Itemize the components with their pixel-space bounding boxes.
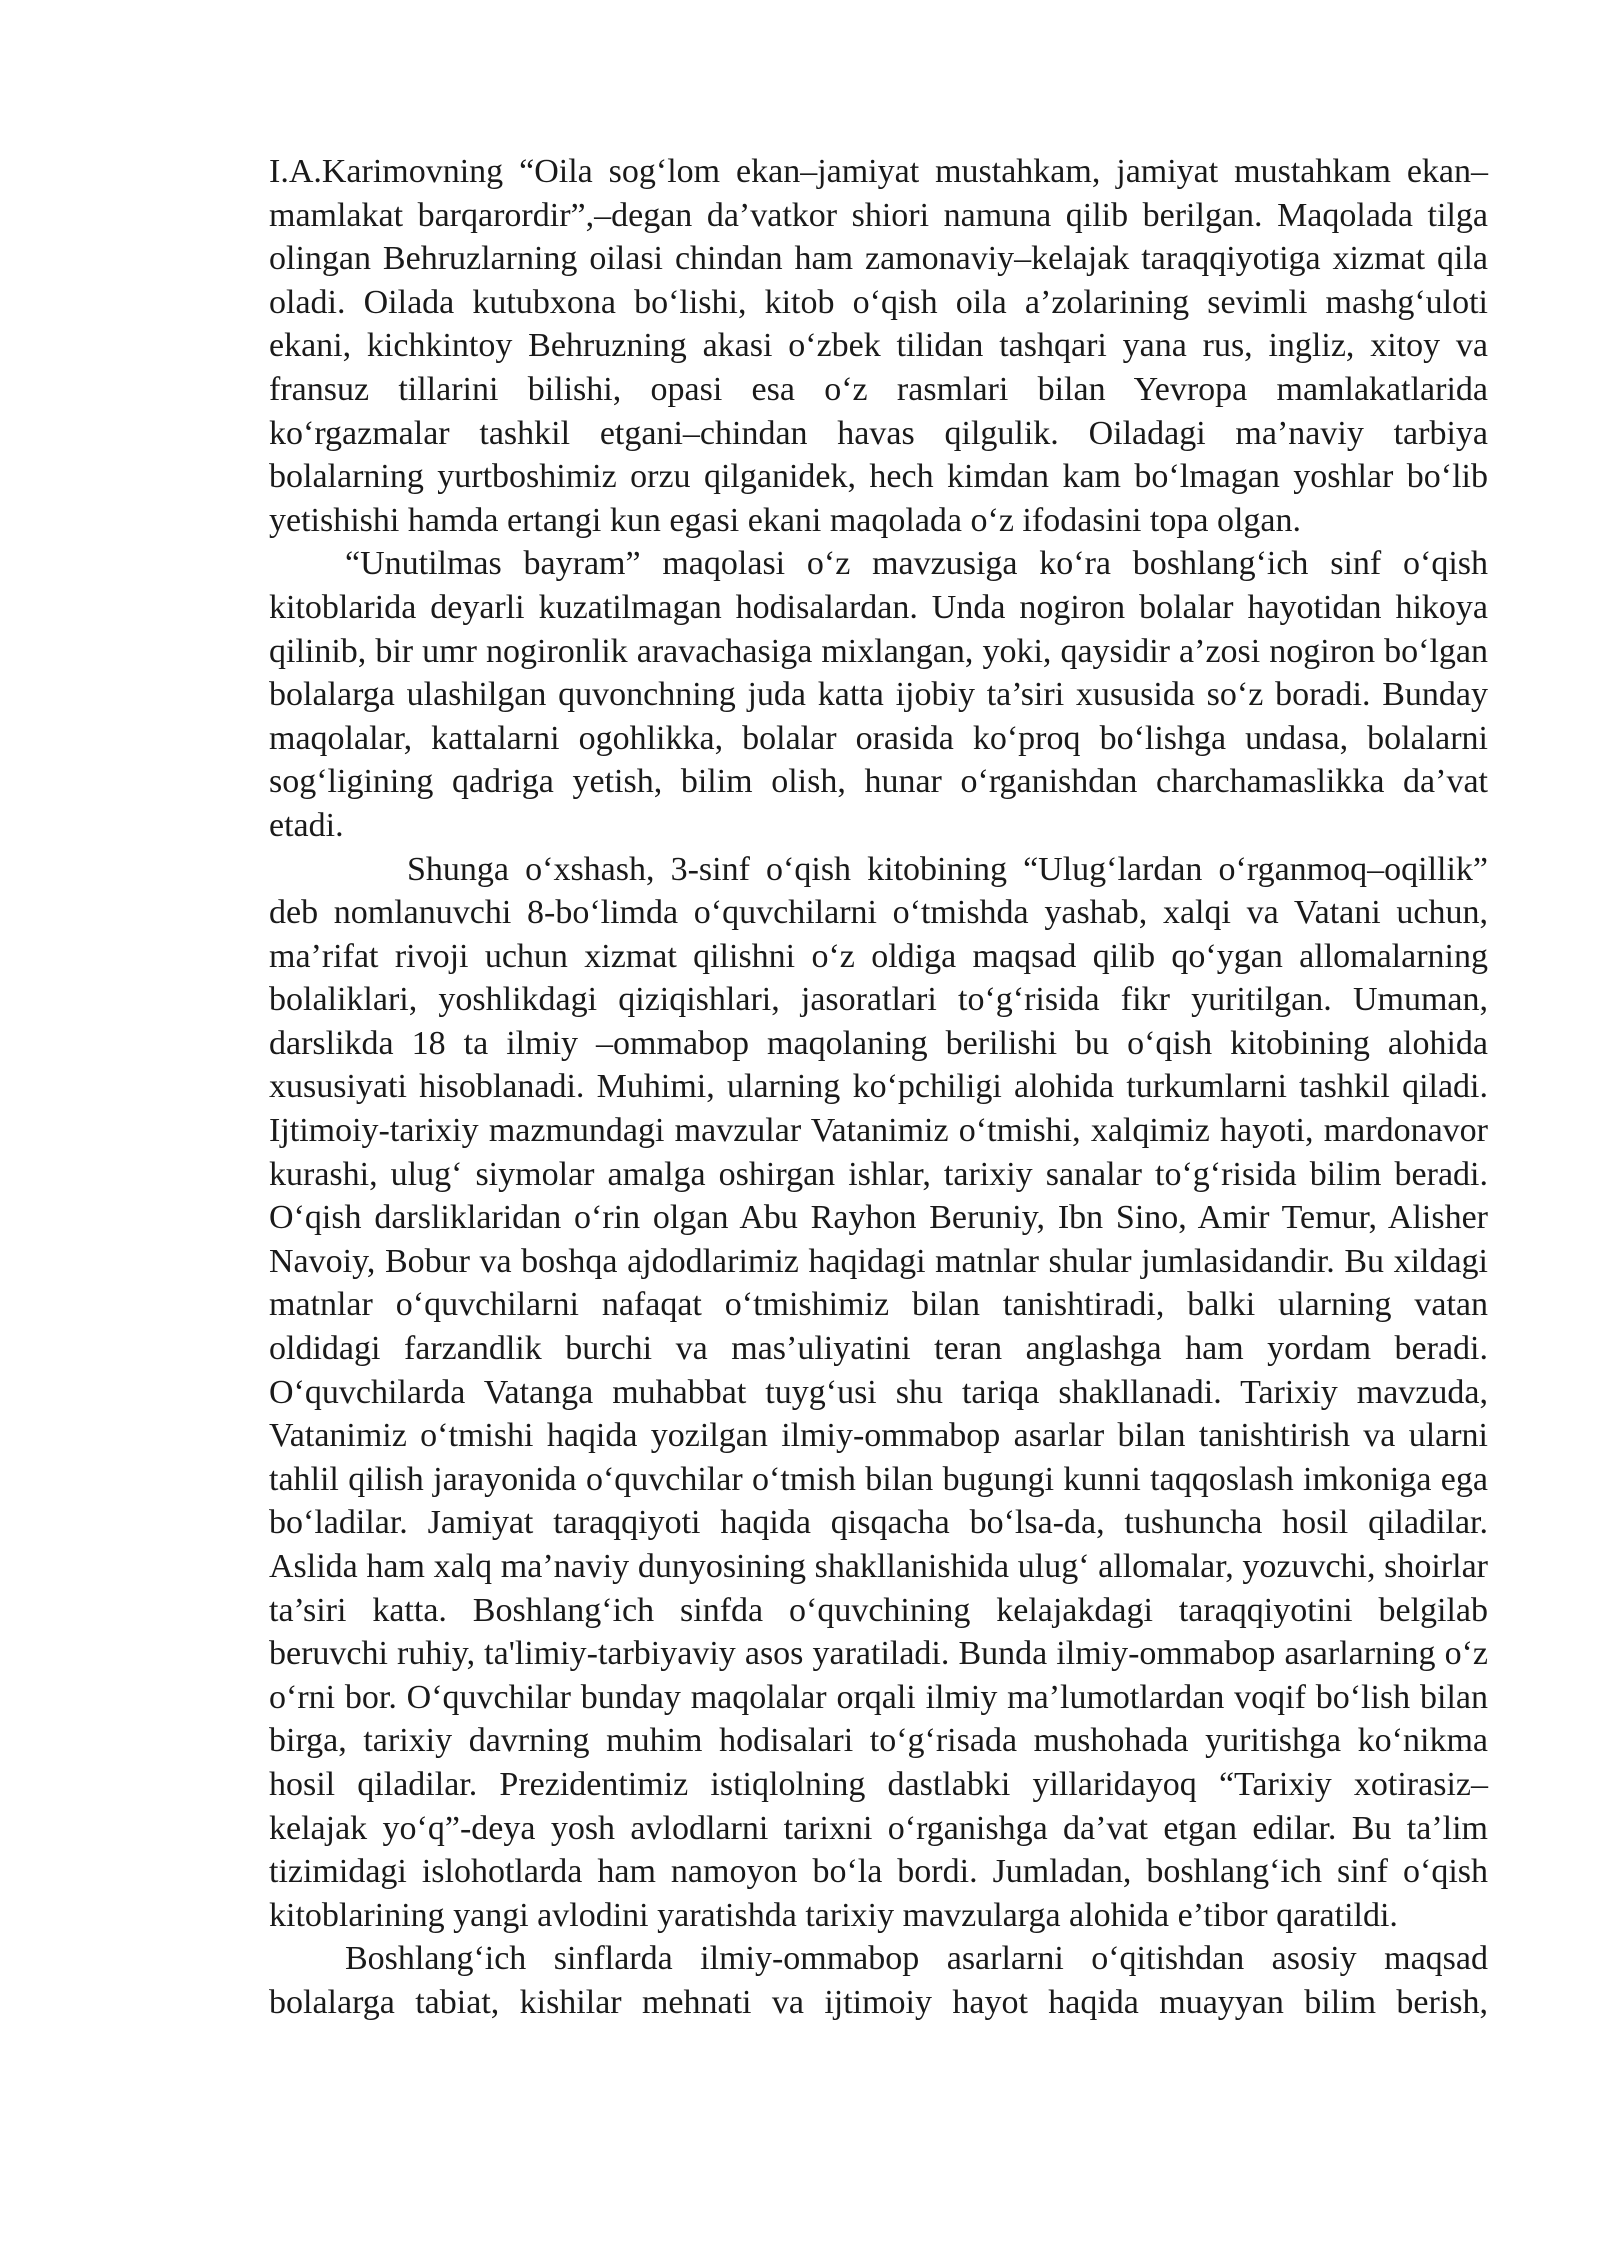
paragraph-1: I.A.Karimovning “Oila sog‘lom ekan–jamiyat mustahkam, jamiyat mustahkam ekan–mamlakat barqarordir”,–degan da’vatkor shiori namuna qilib berilgan. Maqolada tilga olingan Behruzlarning oilasi chindan ham zamonaviy–kelajak taraqqiyotiga xizmat qila oladi. Oilada kutubxona bo‘lishi, kitob o‘qish oila a’zolarining sevimli mashg‘uloti ekani, kichkintoy Behruzning akasi o‘zbek tilidan tashqari yana rus, ingliz, xitoy va fransuz tillarini bilishi, opasi esa o‘z rasmlari bilan Yevropa mamlakatlarida ko‘rgazmalar tashkil etgani–chindan havas qilgulik. Oiladagi ma’naviy tarbiya bolalarning yurtboshimiz orzu qilganidek, hech kimdan kam bo‘lmagan yoshlar bo‘lib yetishishi hamda ertangi kun egasi ekani maqolada o‘z ifodasini topa olgan.: [269, 153, 1488, 539]
paragraph-3: Shunga o‘xshash, 3-sinf o‘qish kitobining “Ulug‘lardan o‘rganmoq–oqillik” deb nomlanuvchi 8-bo‘limda o‘quvchilarni o‘tmishda yashab, xalqi va Vatani uchun, ma’rifat rivoji uchun xizmat qilishni o‘z oldiga maqsad qilib qo‘ygan allomalarning bolaliklari, yoshlikdagi qiziqishlari, jasoratlari to‘g‘risida fikr yuritilgan. Umuman, darslikda 18 ta ilmiy –ommabop maqolaning berilishi bu o‘qish kitobining alohida xususiyati hisoblanadi. Muhimi, ularning ko‘pchiligi alohida turkumlarni tashkil qiladi. Ijtimoiy-tarixiy mazmundagi mavzular Vatanimiz o‘tmishi, xalqimiz hayoti, mardonavor kurashi, ulug‘ siymolar amalga oshirgan ishlar, tarixiy sanalar to‘g‘risida bilim beradi. O‘qish darsliklaridan o‘rin olgan Abu Rayhon Beruniy, Ibn Sino, Amir Temur, Alisher Navoiy, Bobur va boshqa ajdodlarimiz haqidagi matnlar shular jumlasidandir. Bu xildagi matnlar o‘quvchilarni nafaqat o‘tmishimiz bilan tanishtiradi, balki ularning vatan oldidagi farzandlik burchi va mas’uliyatini teran anglashga ham yordam beradi. O‘quvchilarda Vatanga muhabbat tuyg‘usi shu tariqa shakllanadi. Tarixiy mavzuda, Vatanimiz o‘tmishi haqida yozilgan ilmiy-ommabop asarlar bilan tanishtirish va ularni tahlil qilish jarayonida o‘quvchilar o‘tmish bilan bugungi kunni taqqoslash imkoniga ega bo‘ladilar. Jamiyat taraqqiyoti haqida qisqacha bo‘lsa-da, tushuncha hosil qiladilar. Aslida ham xalq ma’naviy dunyosining shakllanishida ulug‘ allomalar, yozuvchi, shoirlar ta’siri katta. Boshlang‘ich sinfda o‘quvchining kelajakdagi taraqqiyotini belgilab beruvchi ruhiy, ta'limiy-tarbiyaviy asos yaratiladi. Bunda ilmiy-ommabop asarlarning o‘z o‘rni bor. O‘quvchilar bunday maqolalar orqali ilmiy ma’lumotlardan voqif bo‘lish bilan birga, tarixiy davrning muhim hodisalari to‘g‘risada mushohada yuritishga ko‘nikma hosil qiladilar. Prezidentimiz istiqlolning dastlabki yillaridayoq “Tarixiy xotirasiz–kelajak yo‘q”-deya yosh avlodlarni tarixni o‘rganishga da’vat etgan edilar. Bu ta’lim tizimidagi islohotlarda ham namoyon bo‘la bordi. Jumladan, boshlang‘ich sinf o‘qish kitoblarining yangi avlodini yaratishda tarixiy mavzularga alohida e’tibor qaratildi.: [269, 850, 1488, 1934]
document-page: [269, 150, 1488, 2025]
paragraph-2: “Unutilmas bayram” maqolasi o‘z mavzusiga ko‘ra boshlang‘ich sinf o‘qish kitoblarida deyarli kuzatilmagan hodisalardan. Unda nogiron bolalar hayotidan hikoya qilinib, bir umr nogironlik aravachasiga mixlangan, yoki, qaysidir a’zosi nogiron bo‘lgan bolalarga ulashilgan quvonchning juda katta ijobiy ta’siri xususida so‘z boradi. Bunday maqolalar, kattalarni ogohlikka, bolalar orasida ko‘proq bo‘lishga undasa, bolalarni sog‘ligining qadriga yetish, bilim olish, hunar o‘rganishdan charchamaslikka da’vat etadi.: [269, 545, 1488, 844]
paragraph-4: Boshlang‘ich sinflarda ilmiy-ommabop asarlarni o‘qitishdan asosiy maqsad bolalarga tabiat, kishilar mehnati va ijtimoiy hayot haqida muayyan bilim berish,: [269, 1940, 1488, 2021]
